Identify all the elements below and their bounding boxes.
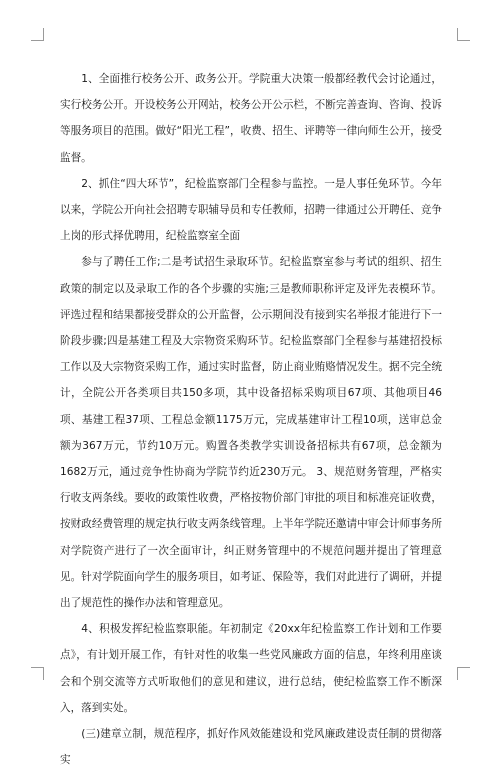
crop-mark-bottom-right bbox=[457, 667, 470, 680]
crop-mark-top-left bbox=[31, 28, 44, 41]
crop-mark-top-right bbox=[457, 28, 470, 41]
paragraph-3: 参与了聘任工作;二是考试招生录取环节。纪检监察室参与考试的组织、招生政策的制定以及录取工作的各个步骤的实施;三是教师职称评定及评先表模环节。评选过程和结果都接受群众的公开监督，公示期间没有接到实名举报才能进行下一阶段步骤;四是基建工程及大宗物资采购环节。纪检监察部门全程参与基建招投标工作以及大宗物资采购工作，通过实时监督，防止商业贿赂情况发生。据不完全统计，全院公开各类项目共150多项，其中设备招标采购项目67项、其他项目46项、基建工程37项、工程总金额1175万元，完成基建审计工程10项，送审总金额为367万元，节约10万元。购置各类教学实训设备招标共有67项，总金额为1682万元，通过竞争性协商为学院节约近230万元。 3、规范财务管理，严格实行收支两条线。要收的政策性收费，严格按物价部门审批的项目和标准亮证收费，按财政经费管理的规定执行收支两条线管理。上半年学院还邀请中审会计师事务所对学院资产进行了一次全面审计，纠正财务管理中的不规范问题并提出了管理意见。针对学院面向学生的服务项目，如考证、保险等，我们对此进行了调研，并提出了规范性的操作办法和管理意见。 bbox=[60, 256, 442, 610]
paragraph-2: 2、抓住“四大环节”，纪检监察部门全程参与监控。一是人事任免环节。今年以来，学院公开向社会招聘专职辅导员和专任教师，招聘一律通过公开聘任、竞争上岗的形式择优聘用，纪检监察室全面 bbox=[60, 177, 442, 243]
document-body bbox=[60, 66, 442, 773]
paragraph-4: 4、积极发挥纪检监察职能。年初制定《20xx年纪检监察工作计划和工作要点》，有计划开展工作，有针对性的收集一些党风廉政方面的信息，年终利用座谈会和个别交流等方式听取他们的意见和建议，进行总结，使纪检监察工作不断深入，落到实处。 bbox=[60, 623, 442, 714]
crop-mark-bottom-left bbox=[31, 667, 44, 680]
paragraph-5: (三)建章立制，规范程序，抓好作风效能建设和党风廉政建设责任制的贯彻落实 bbox=[60, 728, 442, 767]
paragraph-1: 1、全面推行校务公开、政务公开。学院重大决策一般都经教代会讨论通过，实行校务公开。开设校务公开网站，校务公开公示栏，不断完善查询、咨询、投诉等服务项目的范围。做好“阳光工程”，收费、招生、评聘等一律向师生公开，接受监督。 bbox=[60, 73, 442, 164]
